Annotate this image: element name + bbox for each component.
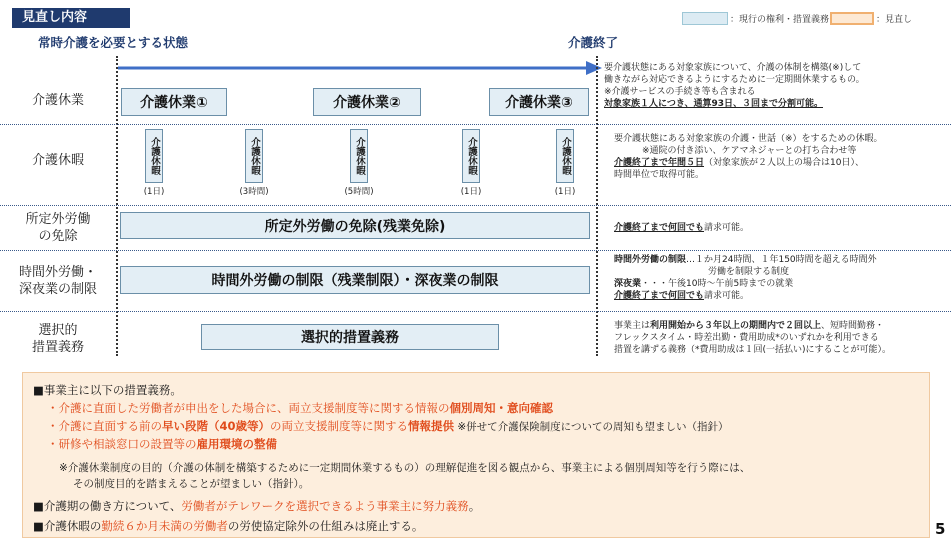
row-separator: [0, 205, 951, 206]
jikangai-description: 時間外労働の制限…１か月24時間、１年150時間を超える時間外 労働を制限する制度 深夜業・・・午後10時～午前5時までの就業 介護終了まで何回でも請求可能。: [614, 255, 877, 301]
kyuka-box-3: 介護休暇: [350, 129, 368, 183]
timeline-arrow: [118, 60, 604, 76]
kyugyo-description: 要介護状態にある対象家族について、介護の体制を構築(※)して 働きながら対応できるようにするために一定期間休業するもの。 ※介護サービスの手続き等も含まれる 対象家族１人につき、通算93日、３回まで分割可能。: [604, 63, 865, 109]
jikangai-box: 時間外労働の制限（残業制限）・深夜業の制限: [120, 266, 590, 294]
kyuka-box-1: 介護休暇: [145, 129, 163, 183]
kyuka-exclusion-line: ■介護休暇の勤続６か月未満の労働者の労使協定除外の仕組みは廃止する。: [33, 519, 424, 533]
row-label-shoteigai: 所定外労働 の免除: [25, 212, 91, 244]
kyuka-note-5: (1日): [554, 187, 576, 197]
kyuka-box-2: 介護休暇: [245, 129, 263, 183]
kyuka-note-4: (1日): [460, 187, 482, 197]
kyuka-description: 要介護状態にある対象家族の介護・世話（※）をするための休暇。 ※通院の付き添い、ケアマネジャーとの打ち合わせ等 介護終了まで年間５日（対象家族が２人以上の場合は10日）、 時間単位で取得可能。: [614, 134, 883, 180]
obligation-heading: ■事業主に以下の措置義務。: [33, 383, 182, 397]
timeline-end-label: 介護終了: [568, 35, 619, 50]
sentaku-description: 事業主は利用開始から３年以上の期間内で２回以上、短時間勤務・ フレックスタイム・時差出勤・費用助成*のいずれかを利用できる 措置を講ずる義務（*費用助成は１回(一括払い)にすることが可能）。: [614, 321, 892, 355]
shoteigai-description: 介護終了まで何回でも請求可能。: [614, 223, 750, 233]
shoteigai-box: 所定外労働の免除(残業免除): [120, 212, 590, 239]
legend-revised-label: ：見直し: [876, 15, 913, 25]
page-number: 5: [935, 520, 946, 538]
obligation-item-2: ・介護に直面する前の早い段階（40歳等）の両立支援制度等に関する情報提供 ※併せて介護保険制度についての周知も望ましい（指針）: [47, 419, 729, 433]
obligation-note-2: その制度目的を踏まえることが望ましい（指針）。: [73, 478, 310, 490]
obligation-item-3: ・研修や相談窓口の設置等の雇用環境の整備: [47, 437, 277, 451]
row-separator: [0, 311, 951, 312]
kyugyo-box-3: 介護休業③: [489, 88, 589, 116]
row-label-jikangai: 時間外労働・ 深夜業の制限: [18, 265, 97, 297]
kyuka-note-2: (3時間): [239, 187, 269, 197]
kyuka-box-4: 介護休暇: [462, 129, 480, 183]
kyuka-note-1: (1日): [143, 187, 165, 197]
row-separator: [0, 124, 951, 125]
row-label-kaigo-kyuka: 介護休暇: [31, 153, 84, 168]
row-separator: [0, 250, 951, 251]
kyuka-box-5: 介護休暇: [556, 129, 574, 183]
legend-current-swatch: [682, 12, 728, 25]
employer-obligations-panel: [22, 372, 930, 538]
kyuka-note-3: (5時間): [344, 187, 374, 197]
obligation-note-1: ※介護休業制度の目的（介護の体制を構築するために一定期間休業するもの）の理解促進を図る観点から、事業主による個別周知等を行う際には、: [59, 462, 751, 474]
legend-current-label: ：現行の権利・措置義務: [730, 15, 830, 25]
kyugyo-box-1: 介護休業①: [121, 88, 227, 116]
sentaku-box: 選択的措置義務: [201, 324, 499, 350]
obligation-item-1: ・介護に直面した労働者が申出をした場合に、両立支援制度等に関する情報の個別周知・意向確認: [47, 401, 553, 415]
telework-line: ■介護期の働き方について、労働者がテレワークを選択できるよう事業主に努力義務。: [33, 499, 481, 513]
legend-revised-swatch: [830, 12, 874, 25]
section-title: 見直し内容: [12, 8, 130, 28]
timeline-start-label: 常時介護を必要とする状態: [38, 35, 189, 50]
row-label-sentaku: 選択的 措置義務: [31, 323, 84, 355]
kyugyo-box-2: 介護休業②: [313, 88, 421, 116]
row-label-kaigo-kyugyo: 介護休業: [31, 93, 84, 108]
